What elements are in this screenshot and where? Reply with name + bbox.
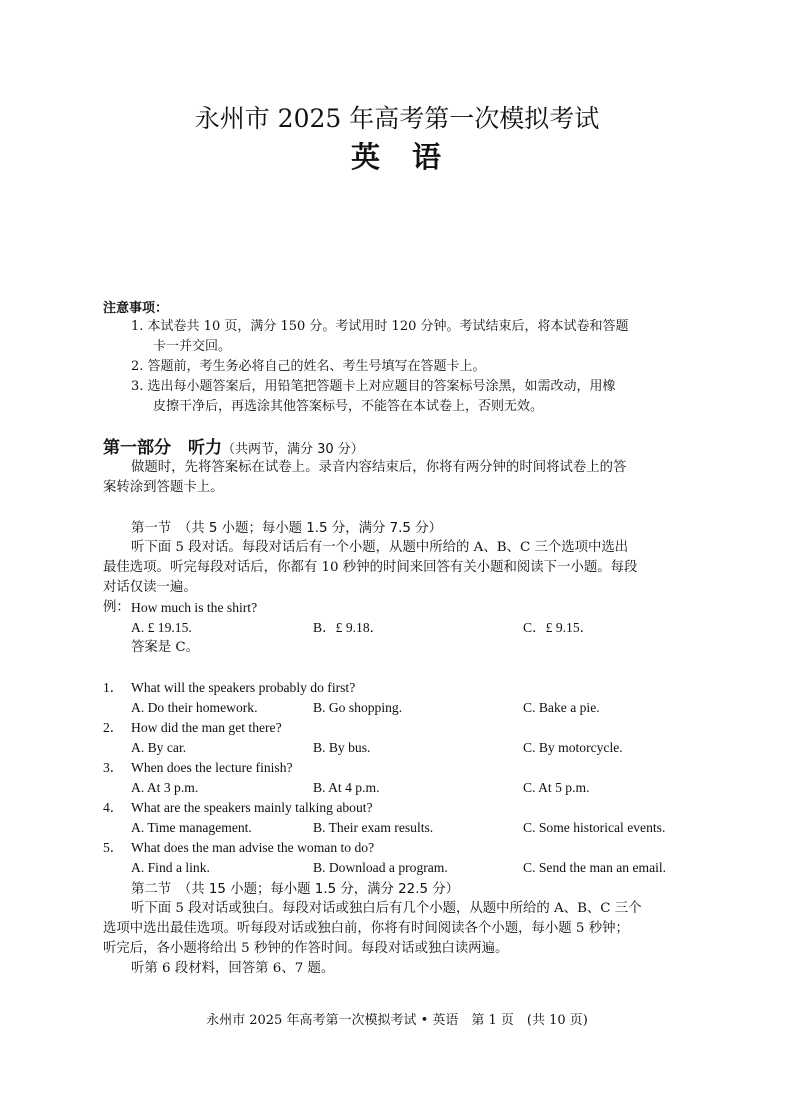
example-label: 例：: [103, 600, 130, 615]
subject-char-2: 语: [412, 140, 444, 174]
section1-instr-line3: 对话仅读一遍。: [103, 580, 197, 595]
option-c: C. Bake a pie.: [523, 700, 600, 715]
option-a: A. At 3 p.m.: [131, 780, 199, 795]
question-text: What does the man advise the woman to do?: [131, 840, 375, 855]
option-b: B. Go shopping.: [313, 700, 403, 715]
example-answer: 答案是 C。: [131, 640, 200, 655]
option-a: A. Time management.: [131, 820, 252, 835]
question-number: 2．: [103, 720, 124, 735]
part1-intro-line1: 做题时，先将答案标在试卷上。录音内容结束后，你将有两分钟的时间将试卷上的答: [131, 460, 627, 475]
part1-title: 第一部分 听力: [103, 438, 222, 458]
option-c: C. At 5 p.m.: [523, 780, 590, 795]
example-option-a: A. £ 19.15.: [131, 620, 192, 635]
section2-heading: 第二节 （共 15 小题；每小题 1.5 分，满分 22.5 分）: [131, 882, 460, 897]
question-text: When does the lecture finish?: [131, 760, 293, 775]
option-a: A. Find a link.: [131, 860, 210, 875]
question-text: What are the speakers mainly talking about?: [131, 800, 373, 815]
option-b: B. At 4 p.m.: [313, 780, 380, 795]
exam-title: 永州市 2025 年高考第一次模拟考试: [194, 104, 600, 133]
option-b: B. By bus.: [313, 740, 371, 755]
notice-item-3: 3. 选出每小题答案后，用铅笔把答题卡上对应题目的答案标号涂黑，如需改动，用橡: [131, 379, 616, 394]
example-option-c: C．£ 9.15．: [523, 620, 594, 635]
notice-item-2: 2. 答题前，考生务必将自己的姓名、考生号填写在答题卡上。: [131, 359, 486, 374]
section1-heading: 第一节 （共 5 小题；每小题 1.5 分，满分 7.5 分）: [131, 521, 442, 536]
question-number: 4．: [103, 800, 124, 815]
notice-item-3-cont: 皮擦干净后，再选涂其他答案标号，不能答在本试卷上，否则无效。: [153, 399, 544, 414]
section1-instr-line2: 最佳选项。听完每段对话后，你都有 10 秒钟的时间来回答有关小题和阅读下一小题。每段: [103, 560, 638, 575]
part1-subtitle: （共两节，满分 30 分）: [222, 442, 364, 457]
question-text: What will the speakers probably do first?: [131, 680, 356, 695]
section2-instr-line1: 听下面 5 段对话或独白。每段对话或独白后有几个小题，从题中所给的 A、B、C 三个: [131, 901, 642, 916]
option-b: B. Their exam results.: [313, 820, 434, 835]
question-number: 3．: [103, 760, 124, 775]
option-a: A. By car.: [131, 740, 187, 755]
section2-instr-line3: 听完后，各小题将给出 5 秒钟的作答时间。每段对话或独白读两遍。: [103, 941, 509, 956]
option-b: B. Download a program.: [313, 860, 448, 875]
notice-item-1-cont: 卡一并交回。: [153, 339, 232, 354]
subject-char-1: 英: [350, 140, 382, 174]
notice-heading: 注意事项：: [103, 301, 169, 316]
question-number: 1．: [103, 680, 124, 695]
example-option-b: B．£ 9.18．: [313, 620, 384, 635]
part1-heading: [103, 433, 364, 458]
page-footer: 永州市 2025 年高考第一次模拟考试 • 英语 第 1 页 (共 10 页): [206, 1013, 588, 1028]
option-c: C. Some historical events.: [523, 820, 666, 835]
subject-title: [0, 139, 794, 175]
example-question: How much is the shirt?: [131, 600, 258, 615]
question-number: 5．: [103, 840, 124, 855]
section2-instr-line2: 选项中选出最佳选项。听每段对话或独白前，你将有时间阅读各个小题，每小题 5 秒钟；: [103, 921, 629, 936]
section1-instr-line1: 听下面 5 段对话。每段对话后有一个小题，从题中所给的 A、B、C 三个选项中选出: [131, 540, 629, 555]
option-c: C. By motorcycle.: [523, 740, 623, 755]
section2-instr-line4: 听第 6 段材料，回答第 6、7 题。: [131, 961, 335, 976]
option-a: A. Do their homework.: [131, 700, 258, 715]
question-text: How did the man get there?: [131, 720, 282, 735]
notice-item-1: 1. 本试卷共 10 页，满分 150 分。考试用时 120 分钟。考试结束后，将本试卷和答题: [131, 319, 629, 334]
part1-intro-line2: 案转涂到答题卡上。: [103, 480, 224, 495]
option-c: C. Send the man an email.: [523, 860, 667, 875]
